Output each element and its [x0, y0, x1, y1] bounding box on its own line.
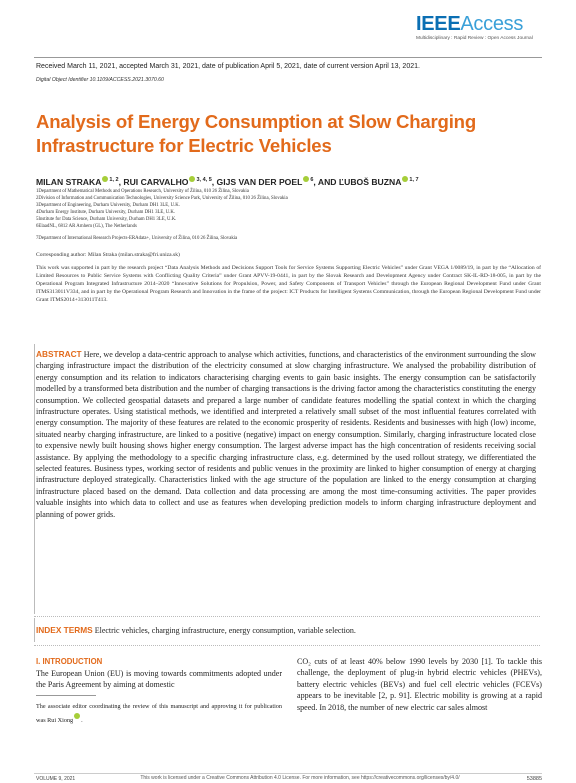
footnote-divider [36, 695, 96, 696]
author-affil-sup: 1, 2 [109, 177, 119, 183]
affiliation: 5Institute for Data Science, Durham University, Durham DH1 3LE, U.K. [36, 217, 177, 222]
page-number: 53885 [526, 776, 542, 782]
author-affil-sup: 1, 7 [409, 177, 419, 183]
affiliation: 3Department of Engineering, Durham University, Durham DH1 3LE, U.K. [36, 203, 180, 208]
editor-note-text: The associate editor coordinating the review of this manuscript and approving it for publication was Rui Xiong [36, 703, 282, 724]
editor-footnote: The associate editor coordinating the review of this manuscript and approving it for publication was Rui Xiong . [36, 703, 282, 724]
abstract-section [36, 349, 536, 520]
index-terms-text: Electric vehicles, charging infrastructure, energy consumption, variable selection. [94, 626, 356, 635]
affiliation: 4Durham Energy Institute, Durham University, Durham DH1 3LE, U.K. [36, 210, 176, 215]
journal-logo [416, 14, 556, 44]
author-affil-sup: 3, 4, 5 [196, 177, 212, 183]
abstract-text: Here, we develop a data-centric approach to analyse which activities, functions, and characteristics of the environment surrounding the slow charging infrastructure impact the distribution of the electricity consumed at slow charging infrastructure. We analysed the probability distribution of energy consumption and its relation to indicators characterising charging events to gain basic insights. The energy consumption can be satisfactorily modelled by a transformed beta distribution and the number of charging transactions is the driving factor among the characteristics constituting the energy consumption. We collected geospatial datasets and prepared a large number of candidate features modelling the spatial context in which the charging infrastructure operates. Using statistical methods, we identified and interpreted a relatively small subset of the most influential features correlated with energy consumption. The majority of these features are related to the economic prosperity of residents. Residents and businesses with high (low) income, situated nearby charging infrastructure, are linked to a positive (negative) impact on energy consumption. Similarly, charging infrastructure located close to expensive newly built housing shows higher energy consumption. The largest adverse impact has the high concentration of residents receiving social assistance. By applying the methodology to a specific charging infrastructure class, e.g. determined by the used rollout strategy, we differentiated the selected features. Business types, working sector of residents and public venues in the proximity are linked to higher consumption of energy at charging infrastructure deployed strategically. Characteristics linked with the age structure of the population are linked to the energy consumption at charging infrastructure placed based on the demand. Data collection and data processing are among the most time-consuming activities. The paper provides valuable insights into which data to collect and use as features when developing prediction models to inform charging infrastructure deployment and planning of power grids. [36, 350, 536, 519]
orcid-icon[interactable] [303, 176, 309, 182]
footer-divider [34, 773, 542, 774]
index-border [34, 618, 35, 642]
corresponding-author: Corresponding author: Milan Straka (milan.straka@fri.uniza.sk) [36, 252, 180, 258]
orcid-icon[interactable] [102, 176, 108, 182]
author-name: RUI CARVALHO [123, 177, 189, 187]
logo-access: Access [460, 13, 524, 35]
index-terms-label: INDEX TERMS [36, 625, 93, 635]
funding-statement: This work was supported in part by the research project “Data Analysis Methods and Decisions Support Tools for Service Systems Supporting Electric Vehicles” under Grant VEGA 1/0089/19, in part by the “Allocation of Limited Resources to Public Service Systems with Conflicting Quality Criteria” under Grant APVV-19-0441, in part by the Slovak Research and Development Agency under Contract SK-IL-RD-18-005, in part by the Operational Program Integrated Infrastructure 2014–2020 “Innovative Solutions for Propulsion, Power, and Safety Components of Transport Vehicles” through the European Regional Development Fund under Grant ITMS313011V334, and in part by the Operational Program Research and Innovation in the frame of the project: ICT Products for Intelligent Systems Communication, through the European Regional Development Fund under Grant ITMS2014+313011T413. [36, 265, 541, 303]
license-notice[interactable]: This work is licensed under a Creative Commons Attribution 4.0 License. For more information, see https://creativecommons.org/licenses/by/4.0/ [140, 775, 460, 781]
received-dates: Received March 11, 2021, accepted March 31, 2021, date of publication April 5, 2021, date of current version April 13, 2021. [36, 63, 420, 70]
volume-label: VOLUME 9, 2021 [36, 776, 76, 782]
abstract-label: ABSTRACT [36, 349, 82, 359]
index-terms-section [36, 625, 536, 636]
orcid-icon[interactable] [74, 713, 80, 719]
affiliation: 2Division of Information and Communication Technologies, University Science Park, University of Žilina, 010 26 Žilina, Slovakia [36, 196, 288, 201]
author-name: MILAN STRAKA [36, 177, 102, 187]
section-heading: I. INTRODUCTION [36, 657, 103, 666]
author-affil-sup: 6 [310, 177, 314, 183]
author-name: AND ĽUBOŠ BUZNA [317, 177, 402, 187]
divider [34, 616, 540, 617]
intro-column-1: The European Union (EU) is moving towards commitments adopted under the Paris Agreement by aiming at domestic [36, 669, 282, 690]
author-list: MILAN STRAKA $^{1, 2}$, RUI CARVALHO $^{3, 4, 5}$, GIJS VAN DER POEL $^6$, AND ĽUBOŠ BUZNA $^{1, 7}$ [36, 177, 419, 187]
orcid-icon[interactable] [402, 176, 408, 182]
paper-title: Analysis of Energy Consumption at Slow Charging Infrastructure for Electric Vehicles [36, 111, 476, 156]
divider [34, 645, 540, 646]
affiliation: 6ElaadNL, 6812 AR Arnhem (GL), The Netherlands [36, 224, 137, 229]
affiliation: 1Department of Mathematical Methods and Operations Research, University of Žilina, 010 26 Žilina, Slovakia [36, 189, 249, 194]
affiliation: 7Department of International Research Projects-ERAdata+, University of Žilina, 010 26 Žilina, Slovakia [36, 236, 238, 241]
header-divider [34, 57, 542, 58]
logo-tagline: Multidisciplinary : Rapid Review : Open Access Journal [416, 36, 533, 41]
doi-line: Digital Object Identifier 10.1109/ACCESS.2021.3070.60 [36, 77, 164, 83]
orcid-icon[interactable] [189, 176, 195, 182]
intro-column-2: CO₂ cuts of at least 40% below 1990 levels by 2030 [1]. To tackle this challenge, the deployment of plug-in hybrid electric vehicles (PHEVs), battery electric vehicles (BEVs) and fuel cell electric vehicles (FCEVs) appears to be inevitable [2, p. 91]. Electric mobility is growing at a rapid speed. In 2018, the number of new electric car sales almost [297, 657, 542, 712]
logo-ieee: IEEE [416, 13, 461, 35]
author-name: GIJS VAN DER POEL [216, 177, 303, 187]
